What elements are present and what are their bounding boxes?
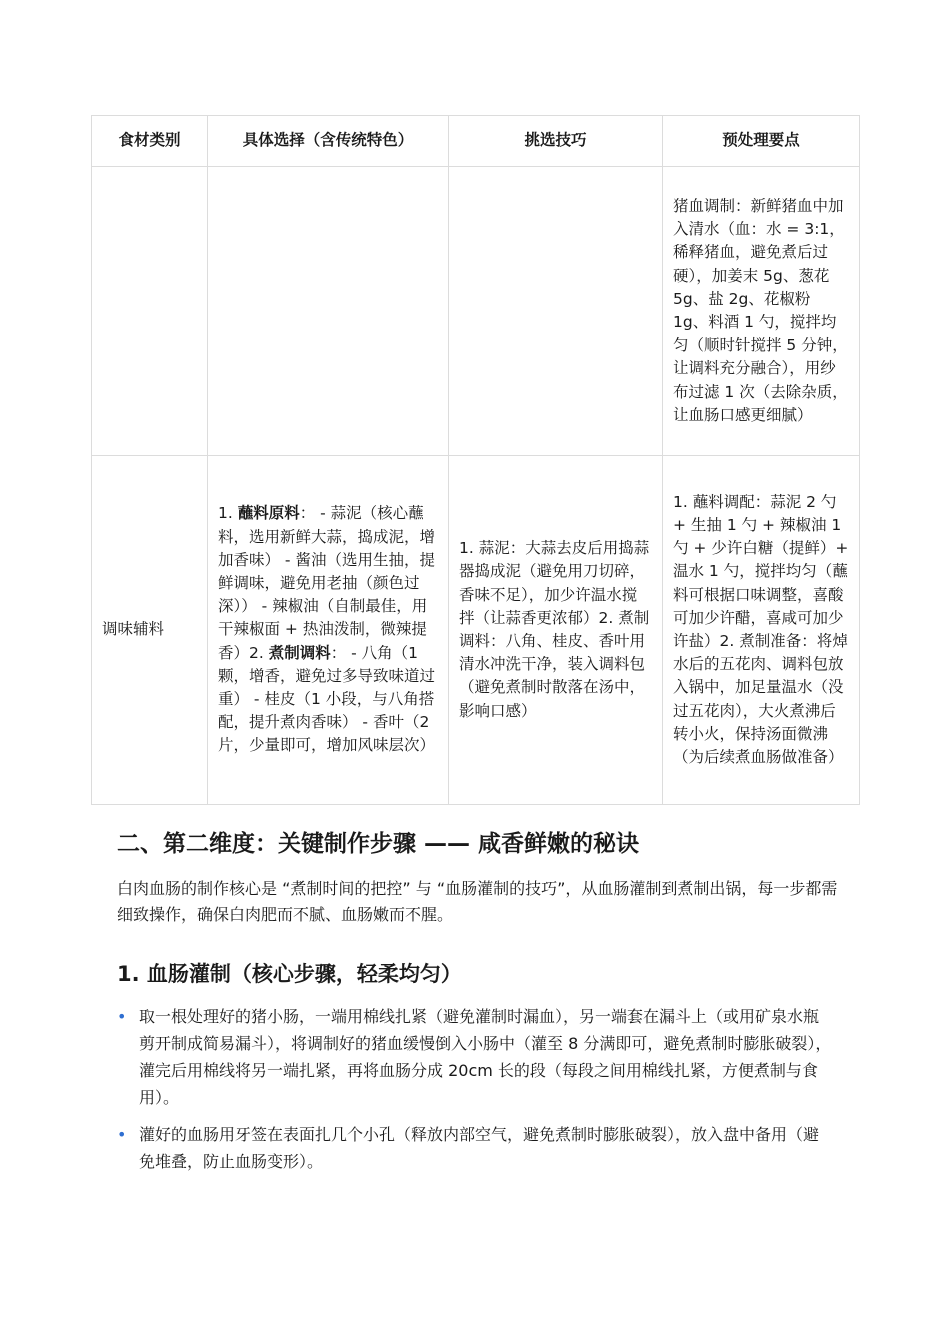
header-category: 食材类别 <box>92 116 208 167</box>
step-subheading: 1. 血肠灌制（核心步骤，轻柔均匀） <box>117 962 462 986</box>
list-item-text: 灌好的血肠用牙签在表面扎几个小孔（释放内部空气，避免煮制时膨胀破裂），放入盘中备用（避免堆叠，防止血肠变形）。 <box>139 1125 820 1171</box>
text-segment: ： - 蒜泥（核心蘸料，选用新鲜大蒜，捣成泥，增加香味） - 酱油（选用生抽，提鲜调味，避免用老抽（颜色过深）） - 辣椒油（自制最佳，用干辣椒面 + 热油泼制，微辣提香）2. <box>218 504 436 662</box>
bullet-icon: • <box>117 1125 127 1144</box>
cell-choice <box>208 456 449 805</box>
cell-tips <box>449 167 663 456</box>
cell-category <box>92 167 208 456</box>
cell-tips: 1. 蒜泥：大蒜去皮后用捣蒜器捣成泥（避免用刀切碎，香味不足），加少许温水搅拌（让蒜香更浓郁）2. 煮制调料：八角、桂皮、香叶用清水冲洗干净，装入调料包（避免煮制时散落在汤中，影响口感） <box>449 456 663 805</box>
steps-list <box>117 1003 832 1185</box>
table-row <box>92 167 860 456</box>
list-item-text: 取一根处理好的猪小肠，一端用棉线扎紧（避免灌制时漏血），另一端套在漏斗上（或用矿泉水瓶剪开制成简易漏斗），将调制好的猪血缓慢倒入小肠中（灌至 8 分满即可，避免煮制时膨胀破裂），灌完后用棉线将另一端扎紧，再将血肠分成 20cm 长的段（每段之间用棉线扎紧，方便煮制与食用）。 <box>139 1007 832 1107</box>
header-prep: 预处理要点 <box>663 116 860 167</box>
text-segment: ： - 八角（1 颗，增香，避免过多导致味道过重） - 桂皮（1 小段，与八角搭配，提升煮肉香味） - 香叶（2 片，少量即可，增加风味层次） <box>218 643 436 755</box>
list-item <box>117 1003 832 1111</box>
cell-prep: 1. 蘸料调配：蒜泥 2 勺 + 生抽 1 勺 + 辣椒油 1 勺 + 少许白糖（提鲜）+ 温水 1 勺，搅拌均匀（蘸料可根据口味调整，喜酸可加少许醋，喜咸可加少许盐）2. 煮制准备：将焯水后的五花肉、调料包放入锅中，加足量温水（没过五花肉），大火煮沸后转小火，保持汤面微沸（为后续煮血肠做准备） <box>663 456 860 805</box>
header-tips: 挑选技巧 <box>449 116 663 167</box>
text-segment: 1. <box>218 504 238 523</box>
section-heading: 二、第二维度：关键制作步骤 —— 咸香鲜嫩的秘诀 <box>117 831 640 857</box>
header-choice: 具体选择（含传统特色） <box>208 116 449 167</box>
table-header-row <box>92 116 860 167</box>
table-row <box>92 456 860 805</box>
section-intro: 白肉血肠的制作核心是 “煮制时间的把控” 与 “血肠灌制的技巧”，从血肠灌制到煮制出锅，每一步都需细致操作，确保白肉肥而不腻、血肠嫩而不腥。 <box>117 879 838 924</box>
keyword-bold: 蘸料原料 <box>237 504 300 523</box>
list-item <box>117 1121 832 1175</box>
bullet-icon: • <box>117 1007 127 1026</box>
cell-choice <box>208 167 449 456</box>
ingredients-table <box>91 115 860 805</box>
keyword-bold: 煮制调料 <box>268 643 331 662</box>
cell-prep: 猪血调制：新鲜猪血中加入清水（血：水 = 3:1，稀释猪血，避免煮后过硬），加姜末 5g、葱花 5g、盐 2g、花椒粉 1g、料酒 1 勺，搅拌均匀（顺时针搅拌 5 分钟，让调料充分融合），用纱布过滤 1 次（去除杂质，让血肠口感更细腻） <box>663 167 860 456</box>
cell-category: 调味辅料 <box>92 456 208 805</box>
